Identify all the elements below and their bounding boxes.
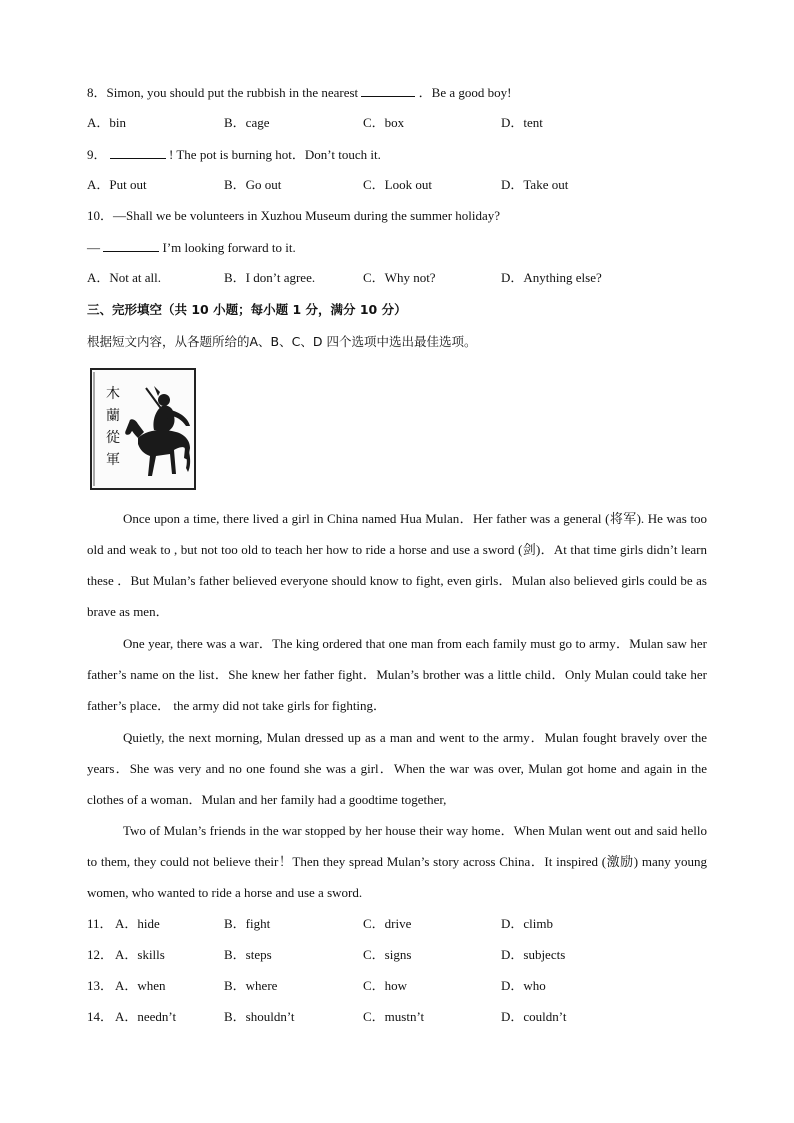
question-number: 14． (87, 1009, 114, 1024)
option-d: D．tent (501, 115, 543, 130)
option-d: D．who (501, 978, 546, 993)
option-a: A．needn’t (115, 1009, 177, 1024)
passage-paragraph-2: One year, there was a war．The king ordered that one man from each family must go to army．Mulan saw her father’s name on the list．She knew her father fight．Mulan’s brother was a little child．Only Mulan could take her father’s place． the army did not take girls for fighting． (87, 636, 707, 713)
caption-char-3: 從 (106, 430, 120, 446)
question-9-stem (87, 146, 381, 163)
option-b: B．steps (224, 947, 272, 962)
mulan-illustration (90, 368, 196, 490)
question-9-number: 9． (87, 147, 107, 162)
option-c: C．Why not? (363, 270, 436, 285)
option-a: A．Not at all. (87, 270, 162, 285)
answer-blank (110, 146, 166, 159)
passage-paragraph-3: Quietly, the next morning, Mulan dressed up as a man and went to the army．Mulan fought bravely over the years．She was very and no one found she was a girl．When the war was over, Mulan got home and again in the clothes of a woman．Mulan and her family had a goodtime together, (87, 730, 707, 807)
question-8-text-after: ．Be a good boy! (418, 85, 512, 100)
option-c: C．mustn’t (363, 1009, 425, 1024)
answer-blank (103, 239, 159, 252)
option-d: D．climb (501, 916, 553, 931)
section-instruction: 根据短文内容，从各题所给的A、B、C、D 四个选项中选出最佳选项。 (87, 334, 477, 349)
question-10-line2 (87, 239, 296, 256)
option-a: A．when (115, 978, 166, 993)
section-heading: 三、完形填空（共 10 小题；每小题 1 分，满分 10 分） (87, 302, 407, 317)
passage-paragraph-4: Two of Mulan’s friends in the war stopped by her house their way home．When Mulan went out and said hello to them, they could not believe their！Then they spread Mulan’s story across China．It inspired (激励) many young women, who wanted to ride a horse and use a sword. (87, 823, 707, 900)
option-b: B．I don’t agree. (224, 270, 316, 285)
option-b: B．shouldn’t (224, 1009, 295, 1024)
option-c: C．Look out (363, 177, 432, 192)
option-d: D．Anything else? (501, 270, 602, 285)
caption-char-2: 蘭 (106, 408, 120, 424)
option-d: D．subjects (501, 947, 566, 962)
question-number: 11． (87, 916, 113, 931)
question-number: 13． (87, 978, 114, 993)
caption-char-1: 木 (106, 386, 120, 402)
option-b: B．fight (224, 916, 271, 931)
option-a: A．hide (115, 916, 160, 931)
option-a: A．skills (115, 947, 165, 962)
question-8-stem (87, 84, 511, 101)
dash: — (87, 240, 100, 255)
question-8-text-before: 8．Simon, you should put the rubbish in the nearest (87, 85, 359, 100)
option-a: A．Put out (87, 177, 147, 192)
option-b: B．Go out (224, 177, 282, 192)
question-9-text-after: ! The pot is burning hot．Don’t touch it. (169, 147, 381, 162)
option-c: C．drive (363, 916, 412, 931)
question-number: 12． (87, 947, 114, 962)
option-b: B．where (224, 978, 278, 993)
option-d: D．couldn’t (501, 1009, 567, 1024)
caption-char-4: 軍 (106, 452, 120, 468)
option-a: A．bin (87, 115, 127, 130)
option-c: C．box (363, 115, 405, 130)
question-10-text-after: I’m looking forward to it. (162, 240, 296, 255)
option-d: D．Take out (501, 177, 569, 192)
passage-paragraph-1: Once upon a time, there lived a girl in China named Hua Mulan．Her father was a general (将军). He was too old and weak to , but not too old to teach her how to ride a horse and use a sword (剑)．At that time girls didn’t learn these ．But Mulan’s father believed everyone should know to fight, even girls．Mulan also believed girls could be as brave as men． (87, 511, 707, 619)
answer-blank (361, 84, 415, 97)
option-c: C．signs (363, 947, 412, 962)
option-c: C．how (363, 978, 408, 993)
question-10-line1: 10．—Shall we be volunteers in Xuzhou Museum during the summer holiday? (87, 208, 501, 223)
option-b: B．cage (224, 115, 270, 130)
